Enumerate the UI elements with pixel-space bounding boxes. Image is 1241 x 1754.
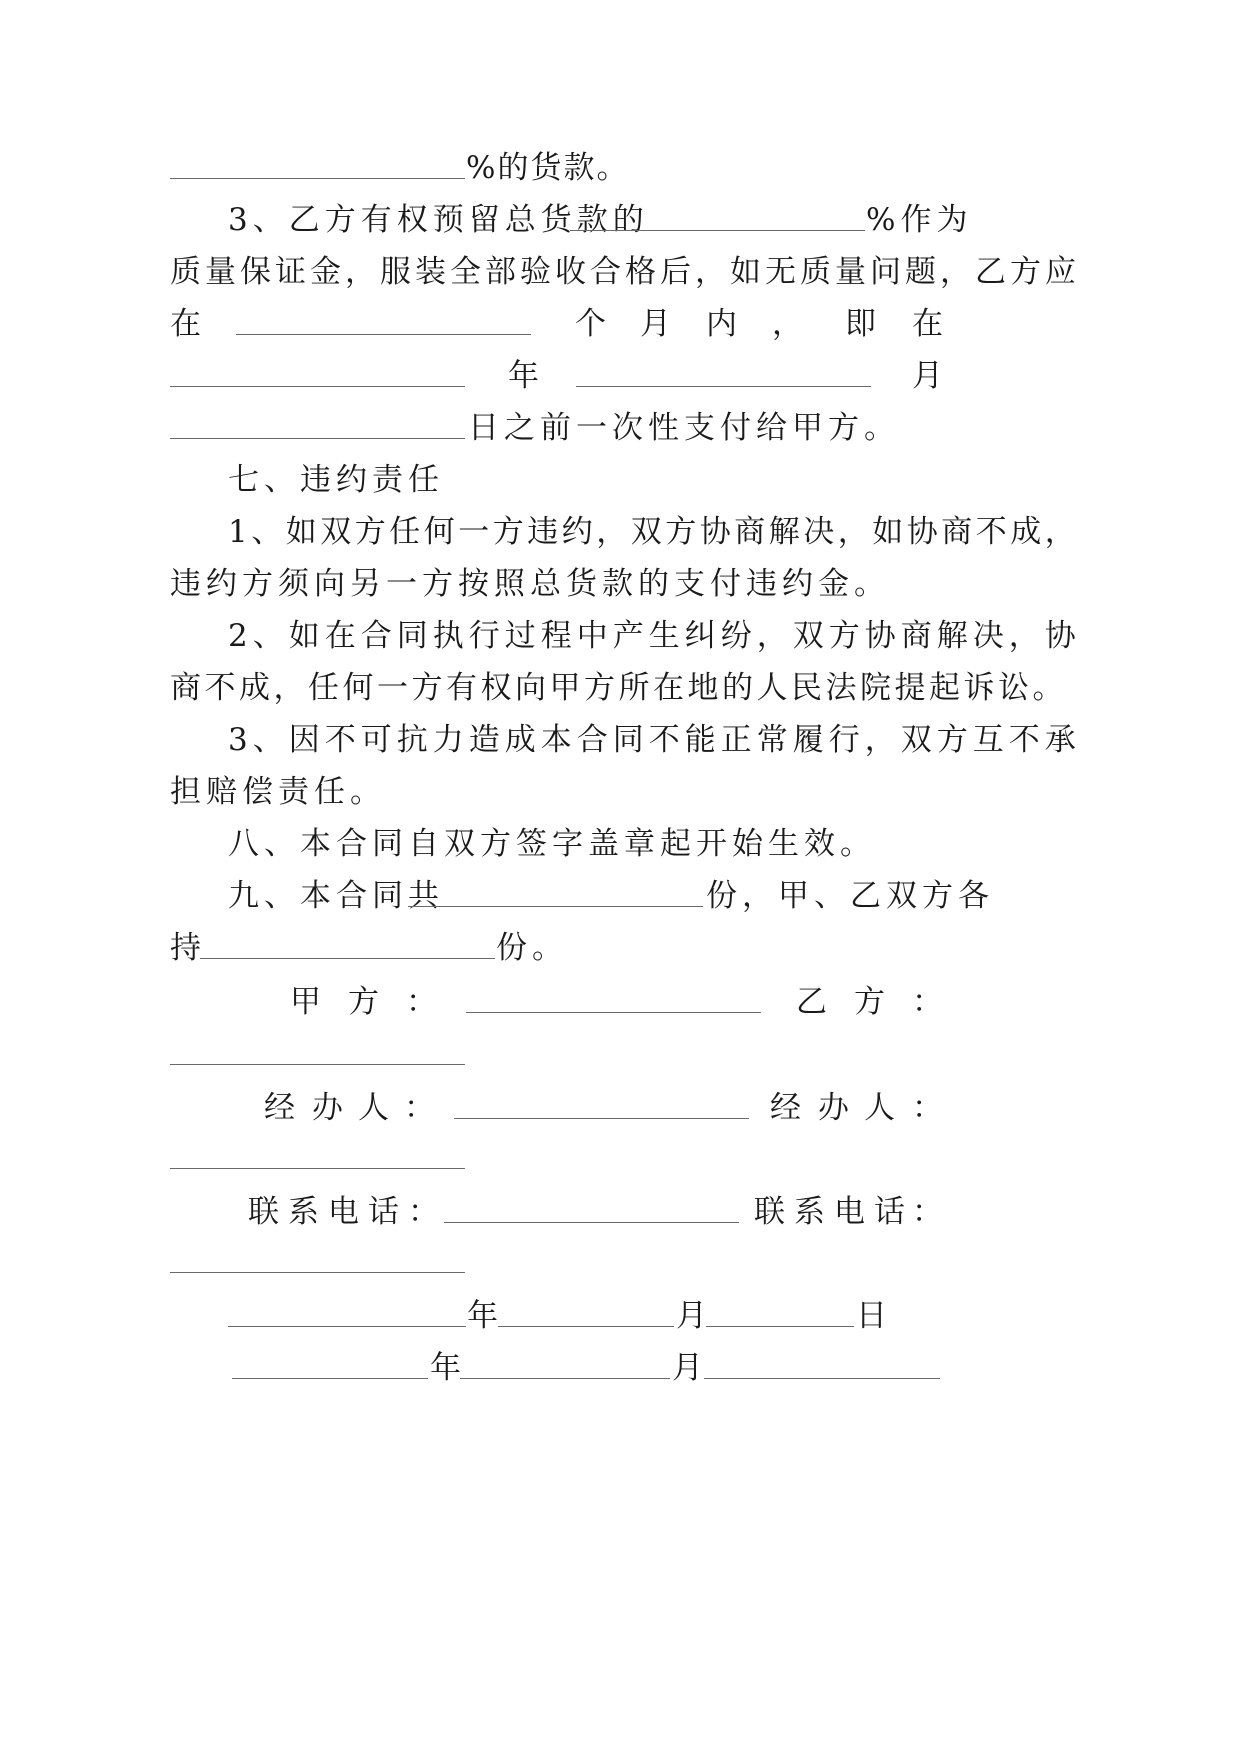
agent-a-field[interactable] (454, 1118, 749, 1119)
label-char: 方 (348, 984, 379, 1020)
blank-line[interactable] (170, 178, 465, 179)
blank-line[interactable] (170, 386, 465, 387)
text-char: 在 (170, 306, 201, 342)
agent-b-field[interactable] (170, 1168, 465, 1169)
day-field[interactable] (706, 1326, 854, 1327)
blank-line[interactable] (170, 438, 465, 439)
text-line: %的货款。 (466, 150, 630, 186)
label-char: 联 (248, 1194, 279, 1230)
year-field[interactable] (228, 1326, 466, 1327)
label-char: 日 (856, 1298, 887, 1334)
blank-line[interactable] (576, 386, 871, 387)
label-char: 经 (770, 1090, 801, 1126)
blank-line[interactable] (570, 230, 865, 231)
text-line: 3、因不可抗力造成本合同不能正常履行，双方互不承 (228, 722, 1081, 758)
text-line: 商不成，任何一方有权向甲方所在地的人民法院提起诉讼。 (170, 670, 1067, 706)
label-char: 系 (288, 1194, 319, 1230)
label-char: 办 (312, 1090, 343, 1126)
label-char: 年 (467, 1298, 498, 1334)
label-char: 人 (358, 1090, 389, 1126)
phone-b-field[interactable] (170, 1272, 465, 1273)
text-line: 份，甲、乙双方各 (706, 878, 994, 914)
text-char: 即 (845, 306, 876, 342)
label-char: ： (404, 1090, 435, 1126)
label-char: ： (406, 984, 437, 1020)
label-char: 联 (754, 1194, 785, 1230)
month-field[interactable] (460, 1378, 670, 1379)
text-char: 年 (508, 358, 539, 394)
text-line: 质量保证金，服装全部验收合格后，如无质量问题，乙方应 (170, 254, 1080, 290)
label-char: 人 (864, 1090, 895, 1126)
text-char: 内 (706, 306, 737, 342)
text-line: 违约方须向另一方按照总货款的支付违约金。 (170, 566, 890, 602)
label-char: ： (912, 984, 943, 1020)
label-char: 方 (854, 984, 885, 1020)
label-char: 电 (328, 1194, 359, 1230)
blank-line[interactable] (408, 906, 703, 907)
text-line: 2、如在合同执行过程中产生纠纷，双方协商解决，协 (228, 618, 1081, 654)
text-char: 月 (640, 306, 671, 342)
phone-a-field[interactable] (444, 1222, 739, 1223)
label-char: 乙 (796, 984, 827, 1020)
section-heading: 八、本合同自双方签字盖章起开始生效。 (228, 826, 876, 862)
text-line: %作为 (866, 202, 973, 238)
day-field[interactable] (704, 1378, 940, 1379)
label-char: 电 (834, 1194, 865, 1230)
party-b-field[interactable] (170, 1064, 465, 1065)
label-char: 话 (368, 1194, 399, 1230)
month-field[interactable] (498, 1326, 674, 1327)
text-char: 个 (575, 306, 606, 342)
text-line: 担赔偿责任。 (170, 774, 386, 810)
label-char: 系 (794, 1194, 825, 1230)
party-a-field[interactable] (466, 1012, 761, 1013)
label-char: 月 (672, 1350, 703, 1386)
label-char: 年 (430, 1350, 461, 1386)
label-char: 办 (818, 1090, 849, 1126)
text-line: 持 (170, 930, 206, 966)
year-field[interactable] (232, 1378, 428, 1379)
section-heading: 七、违约责任 (228, 462, 444, 498)
section-heading: 九、本合同共 (228, 878, 444, 914)
label-char: 甲 (290, 984, 321, 1020)
label-char: ： (912, 1090, 943, 1126)
blank-line[interactable] (236, 334, 531, 335)
label-char: ： (912, 1194, 943, 1230)
label-char: 经 (264, 1090, 295, 1126)
label-char: 话 (874, 1194, 905, 1230)
text-line: 3、乙方有权预留总货款的 (228, 202, 649, 238)
text-line: 日之前一次性支付给甲方。 (468, 410, 900, 446)
text-line: 1、如双方任何一方违约，双方协商解决，如协商不成， (228, 514, 1080, 550)
text-char: ， (772, 306, 803, 342)
text-char: 月 (912, 358, 943, 394)
label-char: 月 (676, 1298, 707, 1334)
label-char: ： (408, 1194, 439, 1230)
blank-line[interactable] (200, 958, 495, 959)
text-char: 在 (912, 306, 943, 342)
text-line: 份。 (496, 930, 568, 966)
